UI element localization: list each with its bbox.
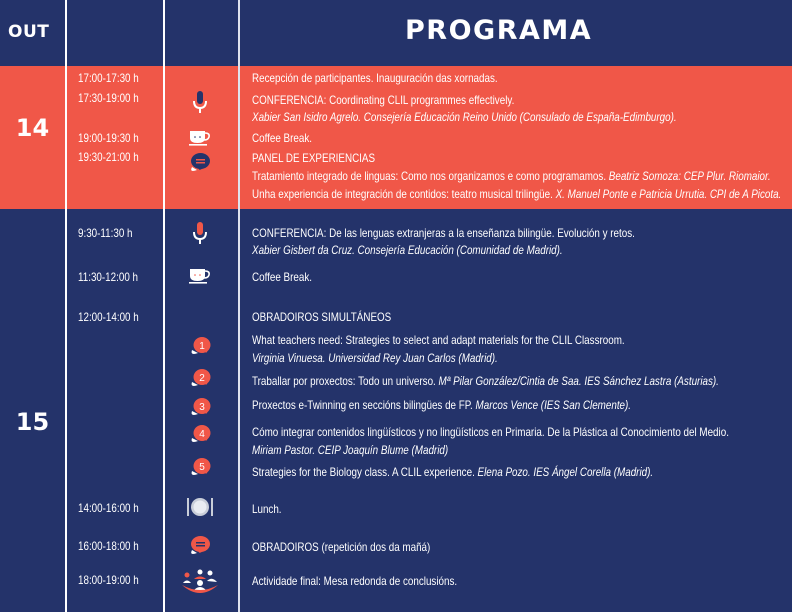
event-title: Lunch. xyxy=(252,502,282,516)
event-title: CONFERENCIA: De las lenguas extranjeras a la enseñanza bilingüe. Evolución y retos. xyxy=(252,226,635,240)
panel-item-author: Beatriz Somoza: CEP Plur. Riomaior. xyxy=(608,169,771,183)
event-title: Coffee Break. xyxy=(252,131,312,145)
time-slot: 19:00-19:30 h xyxy=(78,131,139,145)
workshop-title: What teachers need: Strategies to select and adapt materials for the CLIL Classroom. xyxy=(252,333,625,347)
speech-bubble-icon xyxy=(189,151,211,173)
event-title: PANEL DE EXPERIENCIAS xyxy=(252,151,376,165)
event-title: OBRADOIROS xyxy=(252,540,319,554)
time-slot: 16:00-18:00 h xyxy=(78,539,139,553)
workshop-author: Marcos Vence (IES San Clemente). xyxy=(475,398,632,412)
time-slot: 18:00-19:00 h xyxy=(78,573,139,587)
microphone-icon xyxy=(192,222,208,246)
svg-text:5: 5 xyxy=(199,462,205,473)
workshop-title: Cómo integrar contenidos lingüísticos y no lingüísticos en Primaria. De la Plástica al Conocimiento del Medio. xyxy=(252,425,729,439)
workshop-2-bubble-icon xyxy=(190,368,212,388)
day-label-15: 15 xyxy=(15,408,50,436)
event-speaker: Xabier San Isidro Agrelo. Consejería Educación Reino Unido (Consulado de España-Edimburgo). xyxy=(252,110,677,124)
svg-text:4: 4 xyxy=(199,429,205,440)
workshop-title: Strategies for the Biology class. A CLIL experience. xyxy=(252,465,475,479)
event-item xyxy=(252,540,430,554)
svg-text:2: 2 xyxy=(199,373,205,384)
workshop-author: Miriam Pastor. CEIP Joaquín Blume (Madrid) xyxy=(252,443,449,457)
header xyxy=(0,0,792,66)
panel-item-title: Tratamiento integrado de linguas: Como nos organizamos e como programamos. xyxy=(252,169,607,183)
event-detail: (repetición dos da mañá) xyxy=(321,540,431,554)
out-label: OUT xyxy=(8,22,50,42)
column-divider xyxy=(65,0,67,612)
workshop-author: Virginia Vinuesa. Universidad Rey Juan Carlos (Madrid). xyxy=(252,351,498,365)
time-slot: 9:30-11:30 h xyxy=(78,226,133,240)
column-divider xyxy=(163,0,165,612)
svg-text:3: 3 xyxy=(199,402,205,413)
plate-cutlery-icon xyxy=(186,496,214,518)
time-slot: 12:00-14:00 h xyxy=(78,310,139,324)
event-title: Coffee Break. xyxy=(252,270,312,284)
workshop-title: Traballar por proxectos: Todo un universo. xyxy=(252,374,436,388)
time-slot: 11:30-12:00 h xyxy=(78,270,139,284)
event-speaker: Xabier Gisbert da Cruz. Consejería Educación (Comunidad de Madrid). xyxy=(252,243,563,257)
column-divider xyxy=(238,0,240,612)
speech-bubble-icon xyxy=(189,534,211,556)
panel-item xyxy=(252,187,781,201)
svg-text:1: 1 xyxy=(199,341,205,352)
workshop-title: Proxectos e-Twinning en seccións bilingües de FP. xyxy=(252,398,473,412)
workshop-author: Mª Pilar González/Cintia de Saa. IES Sánchez Lastra (Asturias). xyxy=(438,374,719,388)
coffee-cup-icon xyxy=(189,268,211,284)
panel-item-author: X. Manuel Ponte e Patricia Urrutia. CPI de A Picota. xyxy=(555,187,782,201)
panel-item-title: Unha experiencia de integración de contidos: teatro musical trilingüe. xyxy=(252,187,553,201)
day-label-14: 14 xyxy=(15,114,50,142)
workshop-item xyxy=(252,465,653,479)
workshop-1-bubble-icon xyxy=(190,336,212,356)
coffee-cup-icon xyxy=(189,130,211,146)
event-title: Actividade final: Mesa redonda de conclusións. xyxy=(252,574,458,588)
time-slot: 17:30-19:00 h xyxy=(78,91,139,105)
workshop-item xyxy=(252,374,719,388)
time-slot: 17:00-17:30 h xyxy=(78,71,139,85)
workshop-item xyxy=(252,398,631,412)
event-title: CONFERENCIA: Coordinating CLIL programmes effectively. xyxy=(252,93,515,107)
round-table-people-icon xyxy=(180,569,220,597)
section-title-workshops: OBRADOIROS SIMULTÁNEOS xyxy=(252,310,392,324)
workshop-3-bubble-icon xyxy=(190,397,212,417)
page-title: PROGRAMA xyxy=(405,15,593,46)
time-slot: 14:00-16:00 h xyxy=(78,501,139,515)
event-title: Recepción de participantes. Inauguración das xornadas. xyxy=(252,71,498,85)
workshop-4-bubble-icon xyxy=(190,424,212,444)
time-slot: 19:30-21:00 h xyxy=(78,150,139,164)
panel-item xyxy=(252,169,771,183)
microphone-icon xyxy=(192,91,208,115)
workshop-5-bubble-icon xyxy=(190,457,212,477)
workshop-author: Elena Pozo. IES Ángel Corella (Madrid). xyxy=(477,465,654,479)
